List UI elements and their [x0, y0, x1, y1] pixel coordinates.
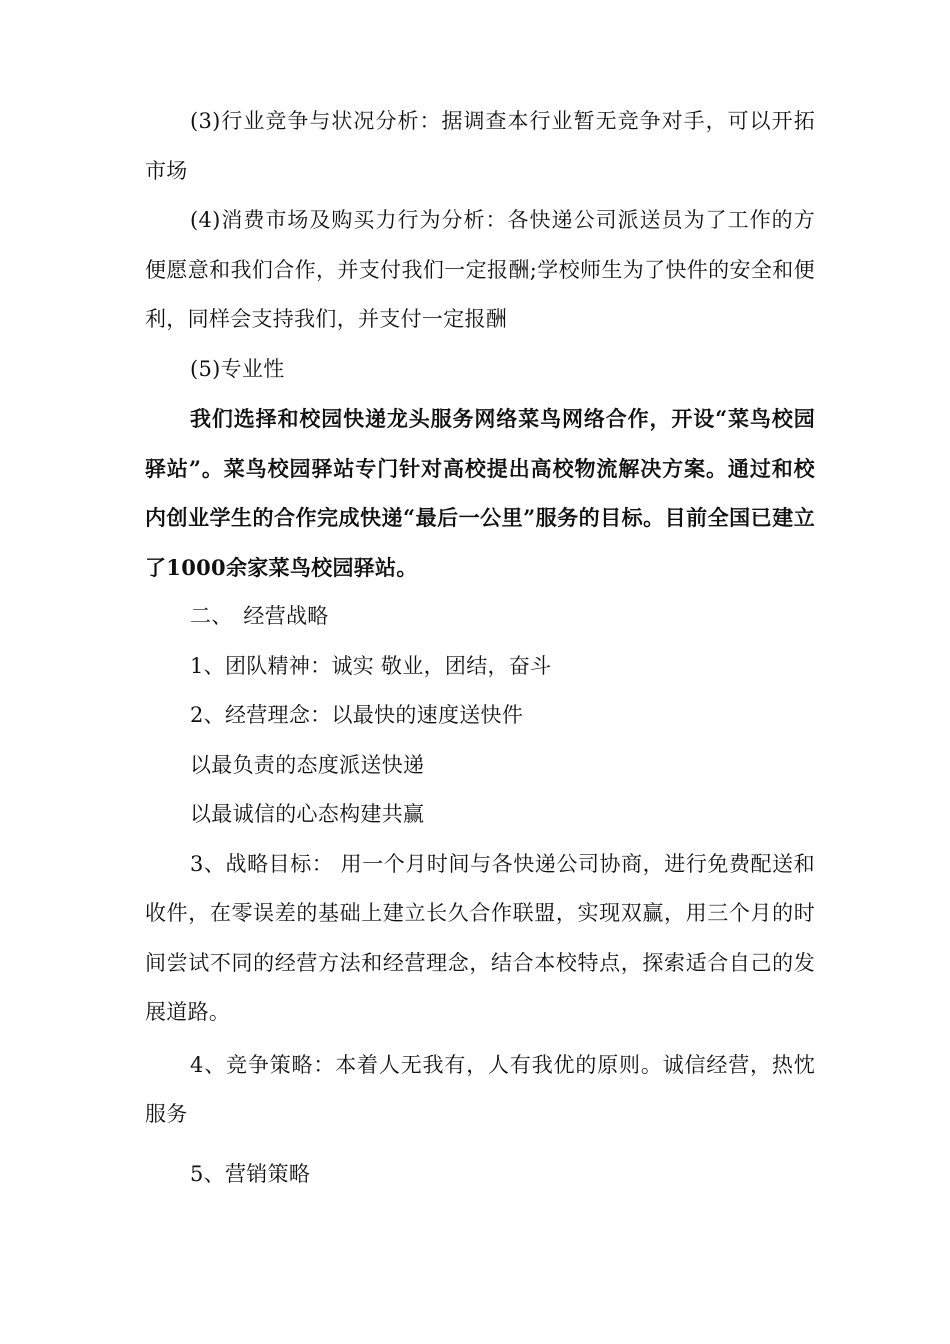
paragraph-philosophy-line-3: 以最诚信的心态构建共赢 — [190, 802, 425, 826]
paragraph-philosophy-line-2: 以最负责的态度派送快递 — [190, 752, 425, 777]
paragraph-business-philosophy: 2、经营理念：以最快的速度送快件 — [190, 703, 524, 727]
paragraph-competitive-strategy: 4、竞争策略：本着人无我有，人有我优的原则。诚信经营，热忱服务 — [145, 1052, 815, 1126]
paragraph-professionalism-heading: (5)专业性 — [190, 356, 285, 381]
paragraph-cainiao-station: 我们选择和校园快递龙头服务网络菜鸟网络合作，开设“菜鸟校园驿站”。菜鸟校园驿站专门针对高校提出高校物流解决方案。通过和校内创业学生的合作完成快递“最后一公里”服务的目标。目前全国已建立了1000余家菜鸟校园驿站。 — [145, 406, 815, 580]
paragraph-industry-competition: (3)行业竞争与状况分析：据调查本行业暂无竞争对手，可以开拓市场 — [145, 109, 815, 183]
paragraph-marketing-strategy: 5、营销策略 — [190, 1161, 311, 1186]
section-heading-strategy: 二、 经营战略 — [190, 604, 329, 628]
document-body — [145, 97, 815, 1199]
paragraph-consumer-market: (4)消费市场及购买力行为分析：各快递公司派送员为了工作的方便愿意和我们合作，并支付我们一定报酬;学校师生为了快件的安全和便利，同样会支持我们，并支付一定报酬 — [145, 208, 815, 331]
paragraph-strategic-goal: 3、战略目标： 用一个月时间与各快递公司协商，进行免费配送和收件，在零误差的基础上建立长久合作联盟，实现双赢，用三个月的时间尝试不同的经营方法和经营理念，结合本校特点，探索适合自己的发展道路。 — [145, 851, 815, 1024]
paragraph-team-spirit: 1、团队精神：诚实 敬业，团结，奋斗 — [190, 653, 552, 678]
